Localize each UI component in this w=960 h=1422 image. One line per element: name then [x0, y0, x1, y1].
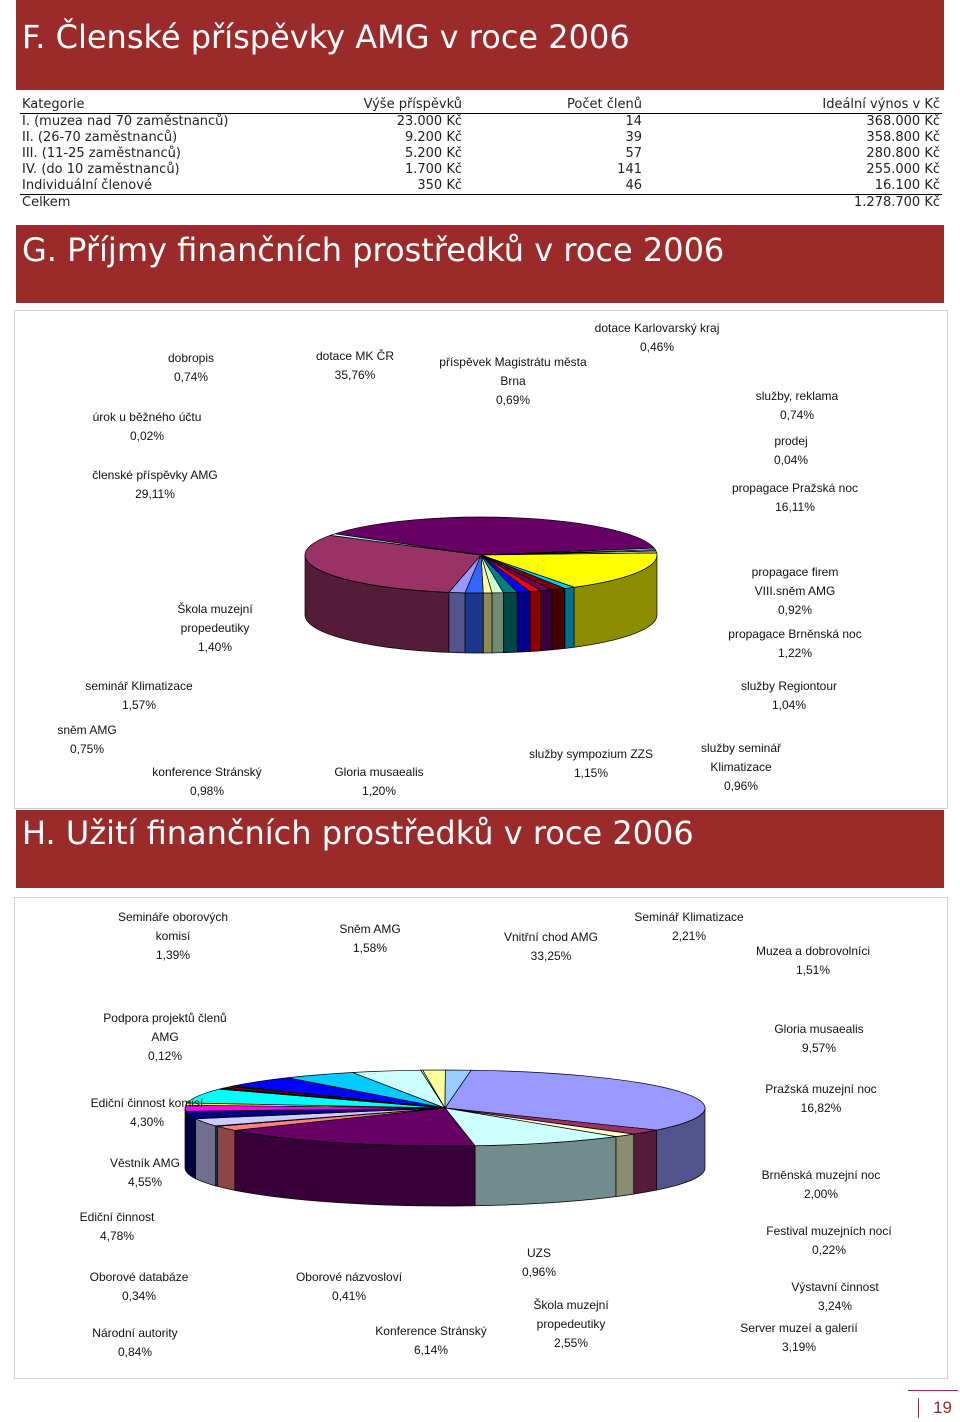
expense-label: [57, 1208, 177, 1246]
expense-label-value: 1,51%: [795, 963, 831, 977]
expense-label-value: 9,57%: [801, 1041, 837, 1055]
income-label-name: propagace Pražská noc: [731, 481, 859, 495]
expense-label: [108, 908, 238, 965]
income-label-value: 1,57%: [121, 698, 157, 712]
income-label: [309, 763, 449, 801]
cell-revenue: 368.000 Kč: [866, 114, 940, 129]
cell-count: 46: [625, 178, 642, 193]
cell-category: I. (muzea nad 70 zaměstnanců): [22, 114, 229, 129]
income-label-name: služby Regiontour: [740, 679, 838, 693]
income-label-name: Škola muzejní propedeutiky: [177, 602, 253, 635]
expense-label: [64, 1268, 214, 1306]
income-slice-side-7: [552, 588, 565, 649]
income-label: [72, 408, 222, 446]
income-label-value: 1,04%: [771, 698, 807, 712]
income-slice-side-15: [449, 592, 465, 652]
cell-fee: 1.700 Kč: [404, 162, 462, 177]
cell-fee: 350 Kč: [417, 178, 462, 193]
expense-label-name: Věstník AMG: [109, 1156, 181, 1170]
expense-slice-side-3: [475, 1137, 616, 1206]
income-label-name: seminář Klimatizace: [85, 679, 193, 693]
income-label-value: 0,75%: [69, 742, 105, 756]
income-label: [572, 319, 742, 357]
income-label-value: 0,92%: [777, 603, 813, 617]
cell-fee: 23.000 Kč: [396, 114, 462, 129]
page-number: 19: [918, 1398, 952, 1418]
table-row: [20, 130, 942, 146]
income-label-name: dotace MK ČR: [315, 349, 395, 363]
expense-label-value: 0,34%: [121, 1289, 157, 1303]
total-label: Celkem: [20, 195, 324, 212]
expense-label-value: 3,24%: [817, 1299, 853, 1313]
income-slice-side-9: [530, 591, 541, 652]
income-label-value: 1,15%: [573, 766, 609, 780]
income-label: [516, 745, 666, 783]
cell-revenue: 358.800 Kč: [866, 130, 940, 145]
income-label-value: 0,04%: [773, 453, 809, 467]
cell-category: Individuální členové: [22, 178, 152, 193]
expense-label-name: Server muzeí a galerií: [740, 1321, 858, 1335]
cell-category: II. (26-70 zaměstnanců): [22, 130, 178, 145]
expense-label-name: Sněm AMG: [339, 922, 401, 936]
footer-rule: [908, 1390, 958, 1391]
expense-label-value: 33,25%: [530, 949, 572, 963]
income-label-name: propagace Brněnská noc: [728, 627, 862, 641]
expense-label-value: 0,22%: [811, 1243, 847, 1257]
expense-label-value: 2,21%: [671, 929, 707, 943]
income-label: [741, 432, 841, 470]
income-label-name: propagace firem VIII.sněm AMG: [751, 565, 839, 598]
table-row: [20, 146, 942, 162]
income-label-name: služby seminář Klimatizace: [700, 741, 782, 774]
table-row: [20, 178, 942, 195]
income-label-value: 0,98%: [189, 784, 225, 798]
section-g-title: G. Příjmy finančních prostředků v roce 2006: [22, 231, 725, 269]
income-label: [132, 763, 282, 801]
expense-label-name: Festival muzejních nocí: [766, 1224, 892, 1238]
expense-label-name: Škola muzejní propedeutiky: [533, 1298, 609, 1331]
expense-label-name: Oborové názvosloví: [295, 1270, 403, 1284]
expense-label-value: 0,12%: [147, 1049, 183, 1063]
income-label: [710, 479, 880, 517]
income-label-value: 0,02%: [129, 429, 165, 443]
expense-label: [709, 1319, 889, 1357]
income-slice-side-13: [483, 593, 492, 653]
income-slice-side-14: [465, 593, 483, 653]
expense-label: [741, 1166, 901, 1204]
income-label: [70, 466, 240, 504]
income-label-value: 16,11%: [775, 500, 815, 514]
cell-revenue: 16.100 Kč: [874, 178, 940, 193]
income-slice-side-8: [541, 590, 552, 651]
cell-category: III. (11-25 zaměstnanců): [22, 146, 181, 161]
expense-label-value: 0,84%: [117, 1345, 153, 1359]
expense-label-name: Konference Stránský: [375, 1324, 487, 1338]
section-f-title: F. Členské příspěvky AMG v roce 2006: [22, 18, 630, 56]
income-slice-side-10: [517, 591, 530, 652]
expense-label-name: Gloria musaealis: [774, 1022, 864, 1036]
expense-slice-side-2: [616, 1134, 634, 1196]
income-label: [727, 387, 867, 425]
income-label-value: 1,20%: [361, 784, 397, 798]
income-label-name: příspěvek Magistrátu města Brna: [439, 355, 587, 388]
income-label-name: dotace Karlovarský kraj: [594, 321, 720, 335]
income-label: [295, 347, 415, 385]
income-label: [438, 353, 588, 410]
cell-fee: 9.200 Kč: [404, 130, 462, 145]
income-label: [719, 677, 859, 715]
expense-label-value: 1,58%: [352, 941, 388, 955]
expense-label-name: Oborové databáze: [89, 1270, 189, 1284]
income-label-name: sněm AMG: [57, 723, 117, 737]
expense-label-name: Podpora projektů členů AMG: [103, 1011, 227, 1044]
expense-label-name: Ediční činnost komisí: [90, 1096, 204, 1110]
income-label-value: 0,74%: [779, 408, 815, 422]
income-slice-side-6: [565, 587, 574, 648]
expense-label-value: 0,96%: [521, 1265, 557, 1279]
income-label: [725, 563, 865, 620]
expense-label-name: Výstavní činnost: [791, 1280, 879, 1294]
expense-label: [509, 1244, 569, 1282]
expense-label-name: Národní autority: [92, 1326, 178, 1340]
expense-label: [760, 1278, 910, 1316]
income-label: [160, 600, 270, 657]
expense-label-name: Vnitřní chod AMG: [503, 930, 599, 944]
expense-label-name: UZS: [527, 1246, 551, 1260]
income-label-value: 1,40%: [197, 640, 233, 654]
expense-label: [749, 1222, 909, 1260]
expense-slice-side-1: [634, 1130, 657, 1194]
income-label-value: 0,96%: [723, 779, 759, 793]
total-value: 1.278.700 Kč: [644, 195, 942, 212]
expense-label: [516, 1296, 626, 1353]
expense-label: [614, 908, 764, 946]
cell-revenue: 280.800 Kč: [866, 146, 940, 161]
income-label: [136, 349, 246, 387]
cell-count: 39: [625, 130, 642, 145]
income-label-value: 1,22%: [777, 646, 813, 660]
expense-label: [481, 928, 621, 966]
income-label-name: dobropis: [167, 351, 215, 365]
expense-label-value: 4,55%: [127, 1175, 163, 1189]
income-label-name: konference Stránský: [152, 765, 262, 779]
expense-label: [746, 1080, 896, 1118]
expense-label-value: 16,82%: [800, 1101, 842, 1115]
income-slice-side-11: [503, 592, 517, 653]
income-label: [64, 677, 214, 715]
income-pie-chart: [14, 310, 948, 809]
cell-category: IV. (do 10 zaměstnanců): [22, 162, 180, 177]
cell-count: 14: [625, 114, 642, 129]
expense-label-value: 4,30%: [129, 1115, 165, 1129]
expense-label-name: Seminář Klimatizace: [634, 910, 744, 924]
income-label-value: 0,46%: [639, 340, 675, 354]
income-label-name: úrok u běžného účtu: [92, 410, 202, 424]
cell-revenue: 255.000 Kč: [866, 162, 940, 177]
section-f-banner: [16, 0, 944, 90]
income-label-name: služby sympozium ZZS: [528, 747, 654, 761]
col-kategorie: Kategorie: [20, 97, 324, 114]
expense-label-name: Semináře oborových komisí: [117, 910, 229, 943]
col-vyse: Výše příspěvků: [324, 97, 464, 114]
income-label-value: 29,11%: [135, 487, 175, 501]
expense-label: [279, 1268, 419, 1306]
table-row: [20, 114, 942, 131]
income-label: [681, 739, 801, 796]
table-row: [20, 162, 942, 178]
income-label-name: prodej: [774, 434, 808, 448]
expense-label-name: Muzea a dobrovolníci: [755, 944, 871, 958]
membership-fees-table: [20, 97, 942, 211]
table-total-row: [20, 195, 942, 212]
col-vynos: Ideální výnos v Kč: [644, 97, 942, 114]
expense-label-name: Pražská muzejní noc: [765, 1082, 877, 1096]
expense-pie-chart: [14, 897, 948, 1379]
expense-label: [759, 1020, 879, 1058]
cell-count: 57: [625, 146, 642, 161]
expense-label-value: 2,55%: [553, 1336, 589, 1350]
section-h-title: H. Užití finančních prostředků v roce 2006: [22, 814, 694, 852]
income-label-value: 35,76%: [334, 368, 376, 382]
expense-label: [738, 942, 888, 980]
table-header-row: [20, 97, 942, 114]
income-label-name: členské příspěvky AMG: [92, 468, 218, 482]
cell-fee: 5.200 Kč: [404, 146, 462, 161]
expense-slice-side-5: [217, 1126, 235, 1190]
section-h-banner: [16, 810, 944, 888]
expense-label-name: Brněnská muzejní noc: [761, 1168, 881, 1182]
income-label: [710, 625, 880, 663]
expense-label-value: 2,00%: [803, 1187, 839, 1201]
expense-label: [72, 1094, 222, 1132]
income-slice-side-12: [492, 593, 503, 653]
income-label-value: 0,74%: [173, 370, 209, 384]
expense-label: [75, 1324, 195, 1362]
cell-count: 141: [617, 162, 642, 177]
income-label: [47, 721, 127, 759]
expense-label-value: 6,14%: [413, 1343, 449, 1357]
expense-label-value: 1,39%: [155, 948, 191, 962]
expense-label-value: 3,19%: [781, 1340, 817, 1354]
expense-label: [315, 920, 425, 958]
expense-label: [85, 1154, 205, 1192]
income-label-value: 0,69%: [495, 393, 531, 407]
expense-label-value: 0,41%: [331, 1289, 367, 1303]
expense-label: [90, 1009, 240, 1066]
section-g-banner: [16, 225, 944, 303]
col-pocet: Počet členů: [464, 97, 644, 114]
expense-label-name: Ediční činnost: [79, 1210, 155, 1224]
expense-label-value: 4,78%: [99, 1229, 135, 1243]
expense-label: [351, 1322, 511, 1360]
income-label-name: služby, reklama: [755, 389, 839, 403]
income-label-name: Gloria musaealis: [334, 765, 424, 779]
